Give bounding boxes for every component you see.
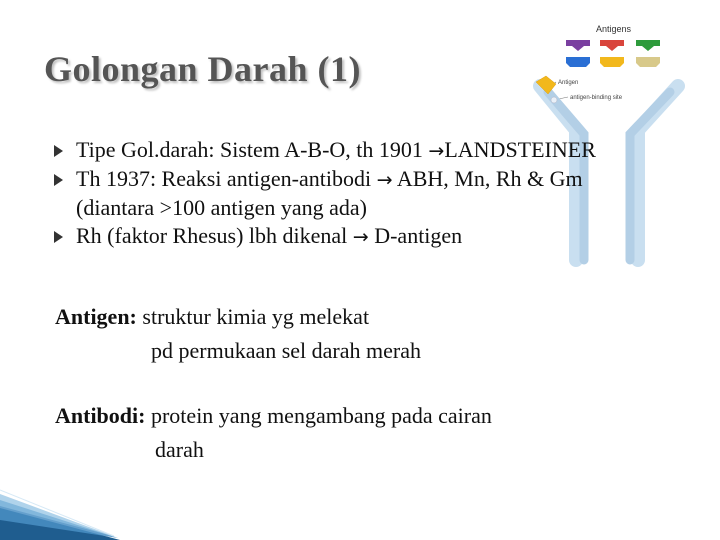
binding-site-marker bbox=[551, 97, 557, 103]
antibodi-continuation: darah bbox=[155, 437, 204, 462]
bullet-text: Th 1937: Reaksi antigen-antibodi bbox=[76, 166, 377, 191]
figure-label-antigen: Antigen bbox=[558, 80, 579, 86]
antigen-shapes bbox=[566, 40, 660, 67]
bullet-text: Tipe Gol.darah: Sistem A-B-O, th 1901 bbox=[76, 137, 429, 162]
bullet-item bbox=[52, 165, 692, 222]
antigen-shape bbox=[566, 40, 590, 51]
figure-heading: Antigens bbox=[596, 24, 632, 34]
antigen-shape bbox=[566, 57, 590, 67]
slide-title: Golongan Darah (1) bbox=[44, 49, 362, 89]
antigen-continuation: pd permukaan sel darah merah bbox=[151, 338, 421, 363]
bullet-item bbox=[52, 136, 692, 165]
antibodi-text: protein yang mengambang pada cairan bbox=[145, 403, 492, 428]
triangle-bullet-icon bbox=[54, 145, 63, 157]
antigen-definition bbox=[55, 300, 421, 368]
corner-decoration bbox=[0, 450, 120, 540]
arrow-icon: → bbox=[428, 140, 445, 162]
bullet-text-tail: ABH, Mn, Rh & Gm bbox=[392, 166, 583, 191]
antigen-term: Antigen: bbox=[55, 304, 137, 329]
antigen-text: struktur kimia yg melekat bbox=[136, 304, 370, 329]
antigen-shape bbox=[600, 40, 624, 51]
antigen-shape bbox=[600, 57, 624, 67]
antigen-shape bbox=[636, 40, 660, 51]
triangle-bullet-icon bbox=[54, 231, 63, 243]
antibodi-definition bbox=[55, 399, 492, 467]
bullet-list bbox=[52, 136, 692, 251]
figure-label-binding-site: antigen-binding site bbox=[570, 95, 623, 101]
triangle-bullet-icon bbox=[54, 174, 63, 186]
antibodi-term: Antibodi: bbox=[55, 403, 146, 428]
bullet-text-tail: D-antigen bbox=[368, 223, 463, 248]
bullet-continuation: (diantara >100 antigen yang ada) bbox=[76, 195, 367, 220]
antigen-shape bbox=[636, 57, 660, 67]
bullet-item bbox=[52, 222, 692, 251]
arrow-icon: → bbox=[376, 169, 393, 191]
bullet-text: Rh (faktor Rhesus) lbh dikenal bbox=[76, 223, 353, 248]
arrow-icon: → bbox=[352, 226, 369, 248]
bullet-text-tail: LANDSTEINER bbox=[444, 137, 596, 162]
